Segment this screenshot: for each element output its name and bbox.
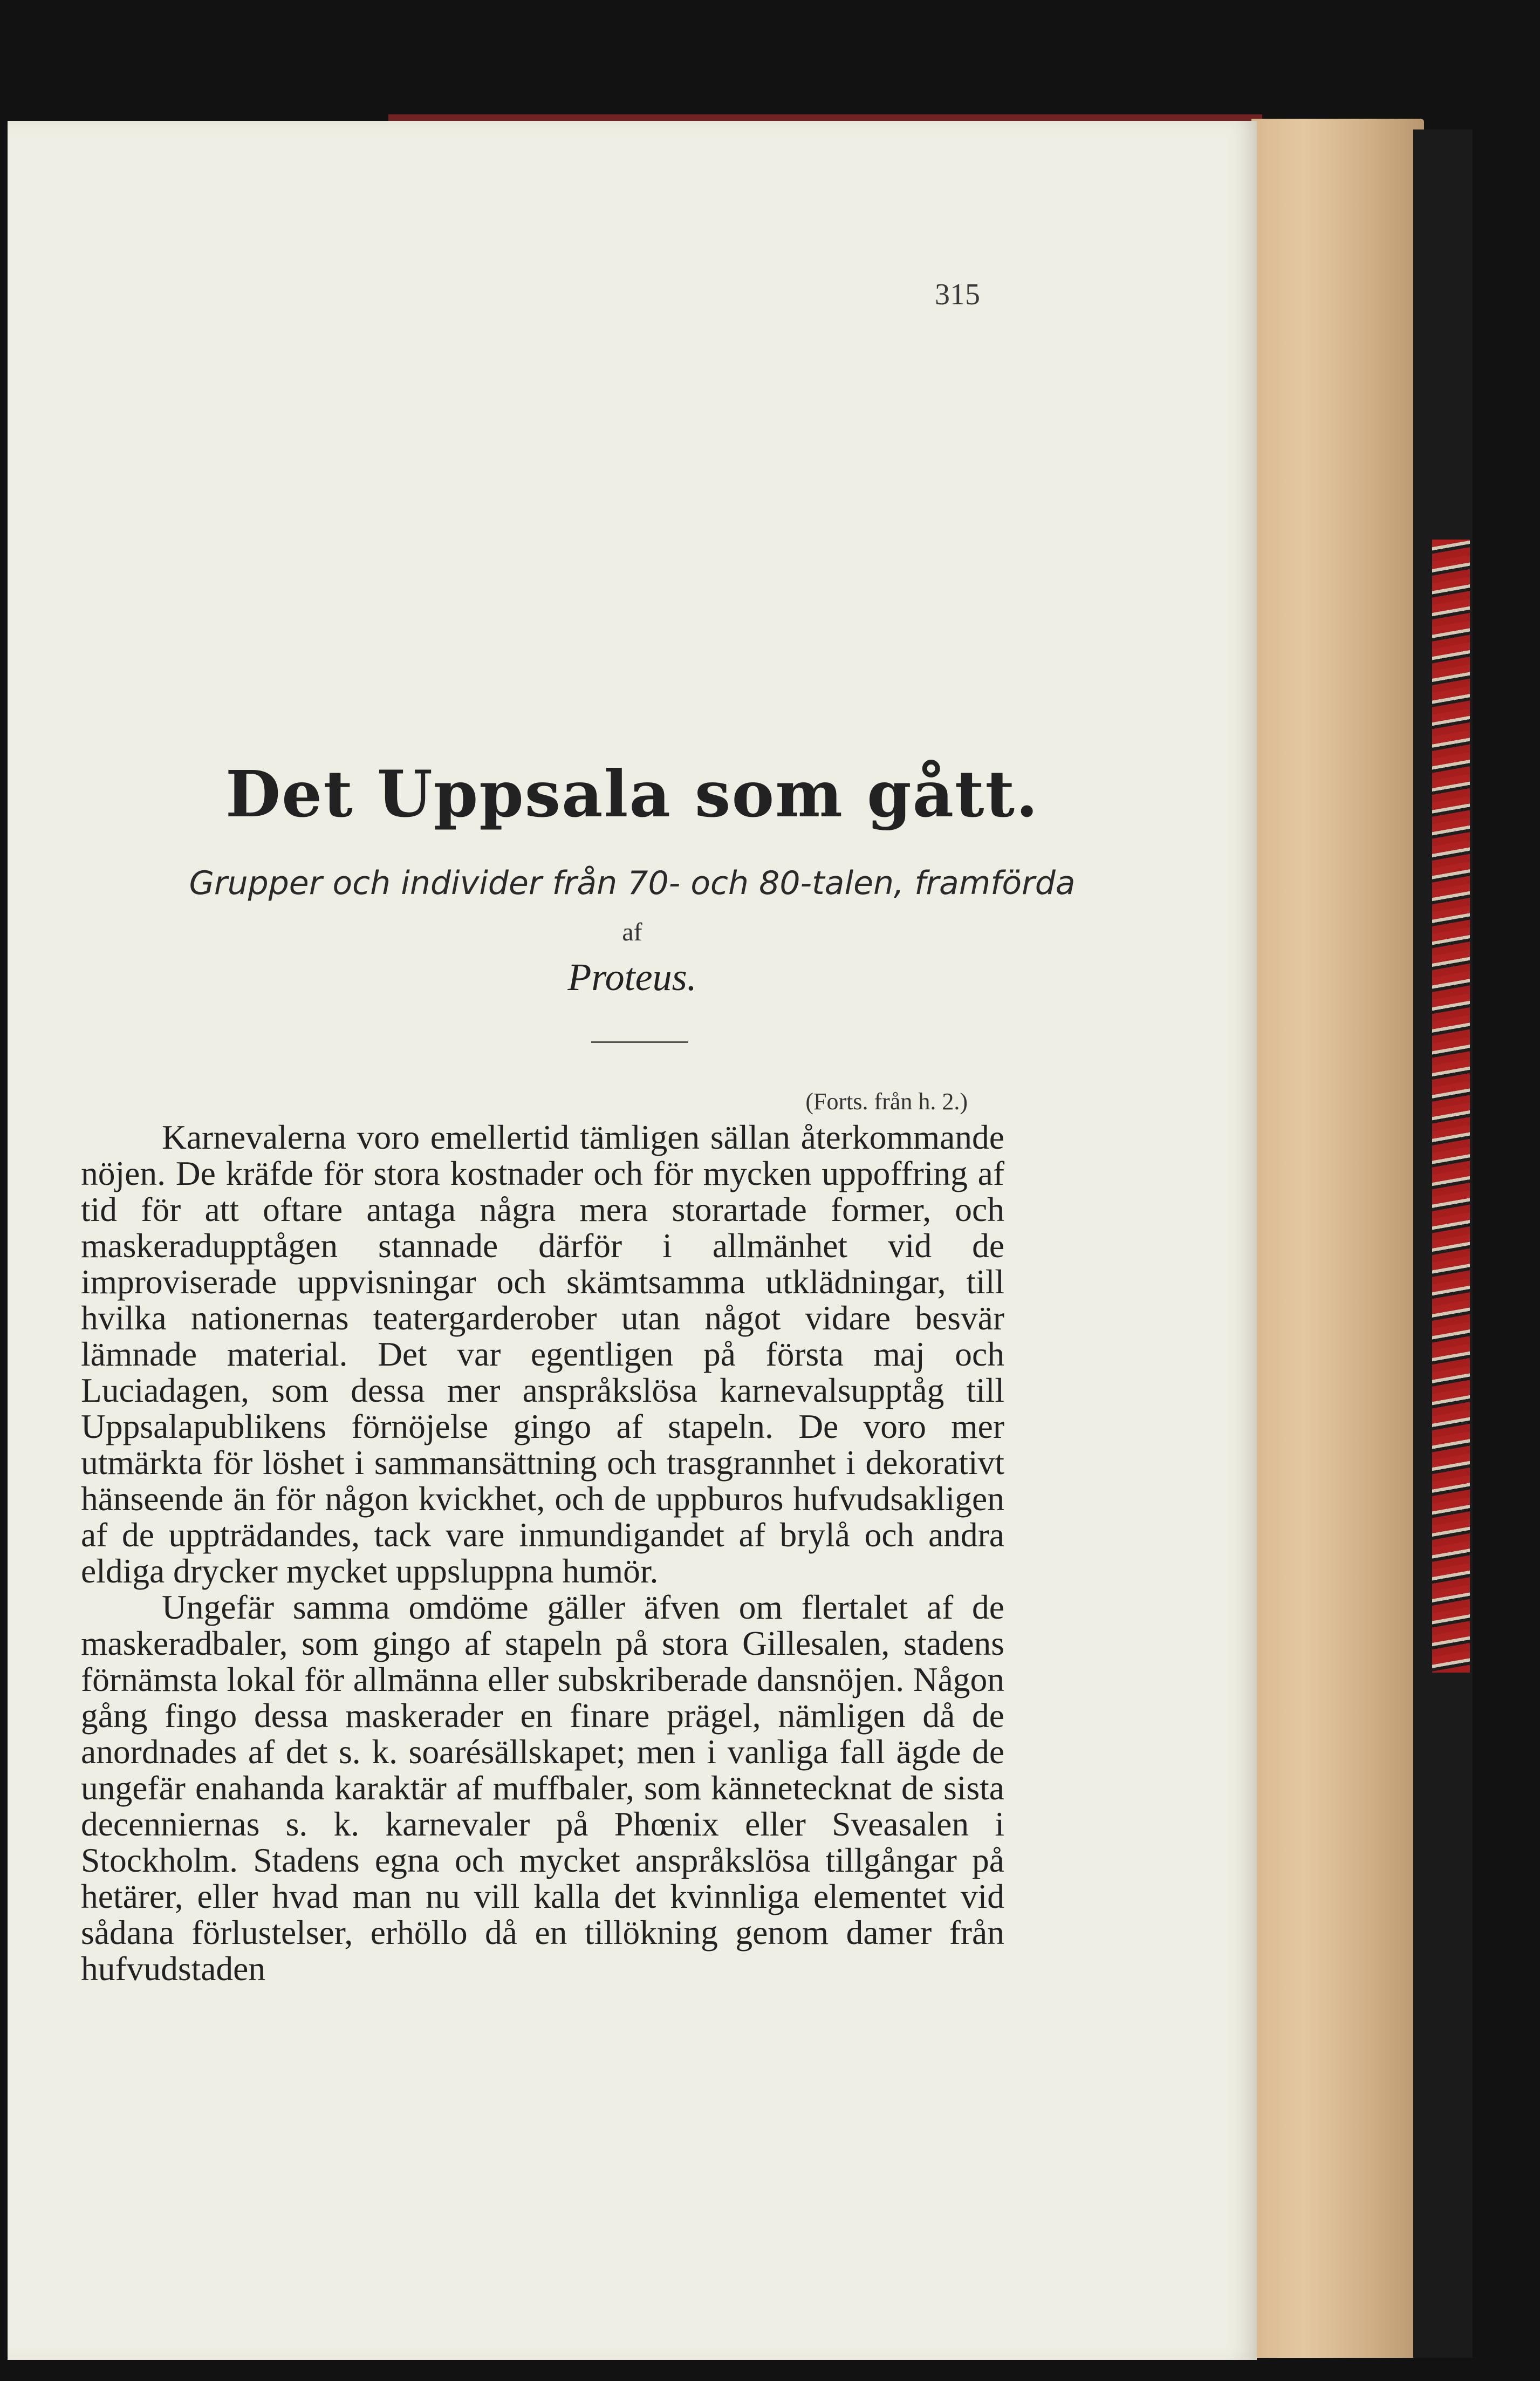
marbled-edge-pattern [1432,540,1470,1673]
page-number: 315 [935,278,980,311]
author-name: Proteus. [567,956,697,999]
book-page-edges [1251,119,1424,2358]
title-divider [591,1041,688,1043]
paragraph: Karnevalerna voro emellertid tämligen sällan återkommande nöjen. De kräfde för stora kostnader och för mycken uppoffring af tid för att oftare antaga några mera storartade former, och maskeradupptågen stannade därför i allmänhet vid de improviserade uppvisningar och skämtsamma utklädningar, till hvilka nationernas teatergarderober utan något vidare besvär lämnade material. Det var egentligen på första maj och Luciadagen, som dessa mer anspråkslösa karnevalsupptåg till Uppsalapublikens förnöjelse gingo af stapeln. De voro mer utmärkta för löshet i sammansättning och trasgrannhet i dekorativt hänseende än för någon kvickhet, och de uppburos hufvudsakligen af de uppträdandes, tack vare inmundigandet af brylå och andra eldiga drycker mycket uppsluppna humör. [81,1118,1004,1590]
article-subtitle: Grupper och individer från 70- och 80-talen, framförda [189,864,1076,902]
article-title: Det Uppsala som gått. [225,756,1039,831]
byline-preposition: af [622,918,642,946]
book-page [8,121,1257,2360]
paragraph: Ungefär samma omdöme gäller äfven om flertalet af de maskeradbaler, som gingo af stapeln på stora Gillesalen, stadens förnämsta lokal för allmänna eller subskriberade dansnöjen. Någon gång fingo dessa maskerader en finare prägel, nämligen då de anordnades af det s. k. soarésällskapet; men i vanliga fall ägde de ungefär enahanda karaktär af muffbaler, som kännetecknat de sista decenniernas s. k. karnevaler på Phœnix eller Sveasalen i Stockholm. Stadens egna och mycket anspråkslösa tillgångar på hetärer, eller hvad man nu vill kalla det kvinnliga elementet vid sådana förlustelser, erhöllo då en tillökning genom damer från hufvudstaden [81,1588,1004,1988]
body-text [81,1119,1004,1987]
continuation-note: (Forts. från h. 2.) [805,1088,968,1115]
